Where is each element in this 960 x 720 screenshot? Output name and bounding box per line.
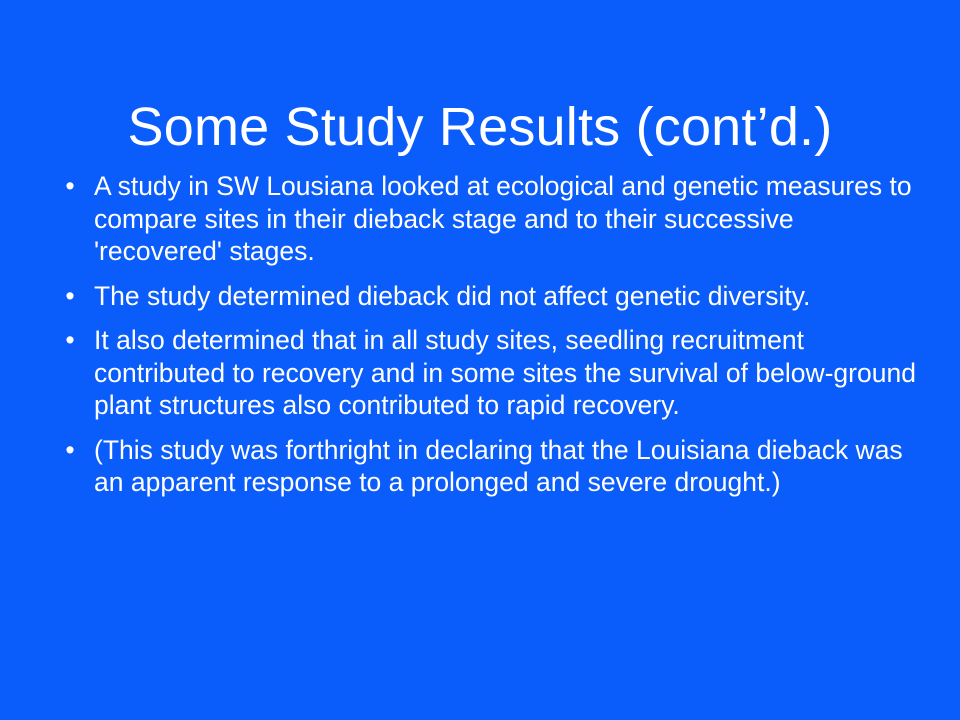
bullet-icon: •	[65, 171, 75, 201]
bullet-text: The study determined dieback did not affect genetic diversity.	[94, 280, 811, 311]
bullet-text: A study in SW Lousiana looked at ecological and genetic measures to compare sites in their dieback stage and to their successive 'recovered' stages.	[94, 171, 912, 266]
bullet-icon: •	[65, 280, 75, 311]
bullet-item	[60, 434, 920, 499]
bullet-icon: •	[65, 325, 75, 355]
bullet-text: It also determined that in all study sites, seedling recruitment contributed to recovery and in some sites the survival of below-ground plant structures also contributed to rapid recovery.	[94, 325, 916, 420]
bullet-text: (This study was forthright in declaring that the Louisiana dieback was an apparent response to a prolonged and severe drought.)	[94, 434, 903, 497]
bullet-icon: •	[65, 434, 75, 465]
bullet-item	[60, 280, 920, 313]
bullet-list	[60, 170, 920, 511]
slide-title: Some Study Results (cont’d.)	[127, 97, 833, 158]
bullet-item	[60, 170, 920, 268]
bullet-item	[60, 324, 920, 422]
